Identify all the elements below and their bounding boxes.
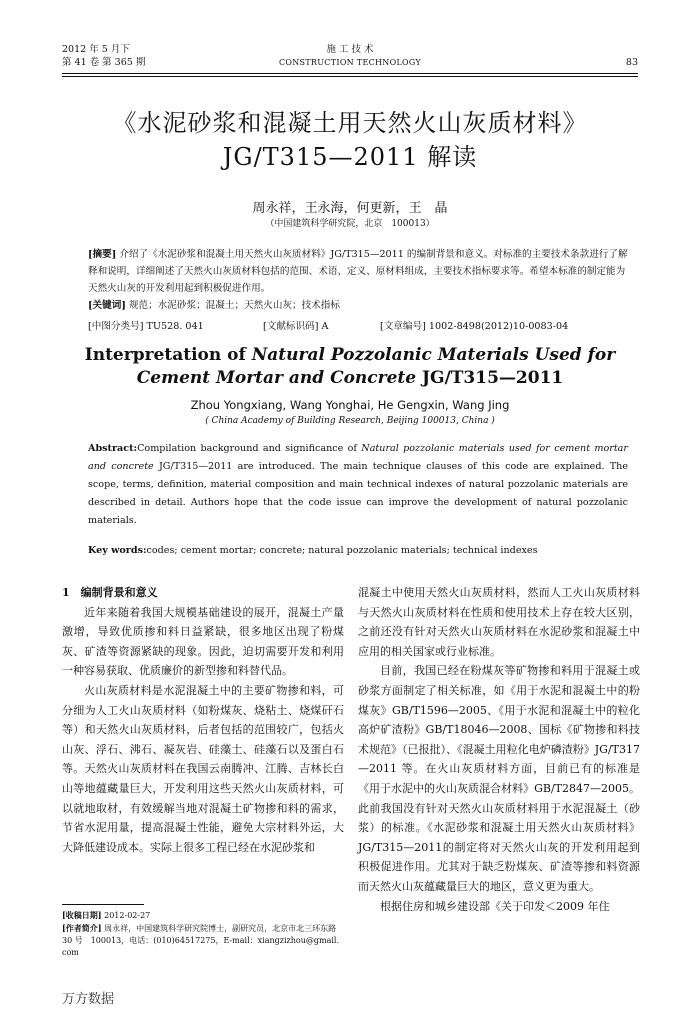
affiliation-en: ( China Academy of Building Research, Beijing 100013, China ) [205,416,495,426]
keywords-en-label: Key words: [88,545,147,556]
title-en-line1-b: Natural Pozzolanic Materials Used for [251,345,616,365]
section-heading-1: 1 编制背景和意义 [62,586,158,599]
abstract-zh-text: 介绍了《水泥砂浆和混凝土用天然火山灰质材料》JG/T315—2011 的编制背景和意义。对标准的主要技术条款进行了解释和说明，详细阐述了天然火山灰质材料包括的范围、术语、定义、原材料组成，主要技术指标要求等。希望本标准的制定能为天然火山灰的开发利用起到积极促进作用。 [88,249,628,294]
keywords-zh-text: 规范；水泥砂浆；混凝土；天然火山灰；技术指标 [128,300,340,311]
footnote-author [62,922,344,959]
running-header [62,43,638,73]
footnote-received [62,909,344,922]
title-en [40,344,660,390]
title-zh-line1: 《水泥砂浆和混凝土用天然火山灰质材料》 [112,109,588,137]
keywords-zh-label: [关键词] [88,300,126,311]
article-number: [文章编号] 1002-8498(2012)10-0083-04 [380,321,569,332]
paragraph-4: 目前，我国已经在粉煤灰等矿物掺和料用于混凝土或砂浆方面制定了相关标准，如《用于水泥和混凝土中的粉煤灰》GB/T1596—2005、《用于水泥和混凝土中的粒化高炉矿渣粉》GB/T18046—2008、国标《矿物掺和料技术规范》（已报批）、《混凝土用粒化电炉磷渣粉》JG/T317—2011 等。在火山灰质材料方面，目前已有的标准是《用于水泥中的火山灰质混合材料》GB/T2847—2005。此前我国没有针对天然火山灰质材料用于水泥混凝土（砂浆）的标准。《水泥砂浆和混凝土用天然火山灰质材料》JG/T315—2011的制定将对天然火山灰的开发利用起到积极促进作用。尤其对于缺乏粉煤灰、矿渣等掺和料资源而天然火山灰蕴藏量巨大的地区，意义更为重大。 [358,664,640,893]
title-en-line2 [40,367,660,390]
header-rule [62,73,638,74]
abstract-en-label: Abstract: [88,443,138,454]
paragraph-3: 混凝土中使用天然火山灰质材料，然而人工火山灰质材料与天然火山灰质材料在性质和使用技术上存在较大区别，之前还没有针对天然火山灰质材料在水泥砂浆和混凝土中应用的相关国家或行业标准。 [358,586,640,658]
document-code: [文献标识码] A [263,321,329,332]
footnote-received-label: [收稿日期] [62,910,102,920]
keywords-en [88,545,628,556]
paragraph-1: 近年来随着我国大规模基础建设的展开，混凝土产量激增，导致优质掺和料日益紧缺，很多地区出现了粉煤灰、矿渣等资源紧缺的现象。因此，迫切需要开发和利用一种容易获取、优质廉价的新型掺和料替代品。 [62,605,344,678]
title-zh-line2: JG/T315—2011 解读 [222,143,478,171]
title-en-line2-b: JG/T315—2011 [416,368,564,388]
paragraph-5: 根据住房和城乡建设部《关于印发＜2009 年住 [380,899,610,913]
abstract-zh [88,246,628,314]
page-number: 83 [625,57,638,68]
header-journal [62,43,638,69]
footnote-author-text: 周永祥，中国建筑科学研究院博士，副研究员，北京市北三环东路 30 号 100013，电话：(010)64517275，E-mail：xiangzizhou@gmail. com [62,924,340,957]
body-column-right [358,583,640,916]
watermark: 万方数据 [62,992,115,1007]
footnote-rule [62,904,144,905]
authors-zh: 周永祥，王永海，何更新，王 晶 [252,201,448,216]
body-column-left [62,583,344,857]
clc-number: [中图分类号] TU528. 041 [88,321,204,332]
abstract-en-t2: Natural pozzolanic materials used for cement mortar and concrete [88,443,628,472]
title-en-line1-a: Interpretation of [84,345,252,365]
header-rule-thin [62,76,638,77]
journal-name-zh: 施 工 技 术 [326,44,374,55]
keywords-en-text: codes; cement mortar; concrete; natural pozzolanic materials; technical indexes [146,545,538,556]
authors-en: Zhou Yongxiang, Wang Yonghai, He Gengxin, Wang Jing [190,398,510,412]
abstract-en-t1: Compilation background and significance of [137,443,362,454]
paragraph-2: 火山灰质材料是水泥混凝土中的主要矿物掺和料，可分细为人工火山灰质材料（如粉煤灰、烧粘土、烧煤矸石等）和天然火山灰质材料，后者包括的范围较广，包括火山灰、浮石、沸石、凝灰岩、硅藻土、硅藻石以及蛋白石等。天然火山灰质材料在我国云南腾冲、江腾、吉林长白山等地蕴藏量巨大，开发利用这些天然火山灰质材料，可以就地取材，有效缓解当地对混凝土矿物掺和料的需求，节省水泥用量，提高混凝土性能，避免大宗材料外运，大大降低建设成本。实际上很多工程已经在水泥砂浆和 [62,683,344,854]
footnote-received-date: 2012-02-27 [104,911,151,920]
title-zh [40,106,660,174]
title-en-line2-a: Cement Mortar and Concrete [136,368,417,388]
title-en-line1 [40,344,660,367]
affiliation-zh: （中国建筑科学研究院，北京 100013） [265,219,435,229]
abstract-zh-body [88,246,628,297]
journal-name-en: CONSTRUCTION TECHNOLOGY [278,58,422,67]
header-date: 2012 年 5 月下 [62,44,130,55]
header-volume: 第 41 卷 第 365 期 [62,57,146,68]
abstract-en [88,440,628,530]
abstract-en-t3: JG/T315—2011 are introduced. The main technique clauses of this code are explained. The scope, terms, definition, material composition and main technical indexes of natural pozzolanic materials are described in detail. Authors hope that the code issue can improve the development of natural pozzolanic materials. [88,461,628,526]
footnote [62,909,344,959]
abstract-zh-label: [摘要] [88,249,117,260]
keywords-zh [88,297,628,314]
footnote-author-label: [作者简介] [62,923,102,933]
